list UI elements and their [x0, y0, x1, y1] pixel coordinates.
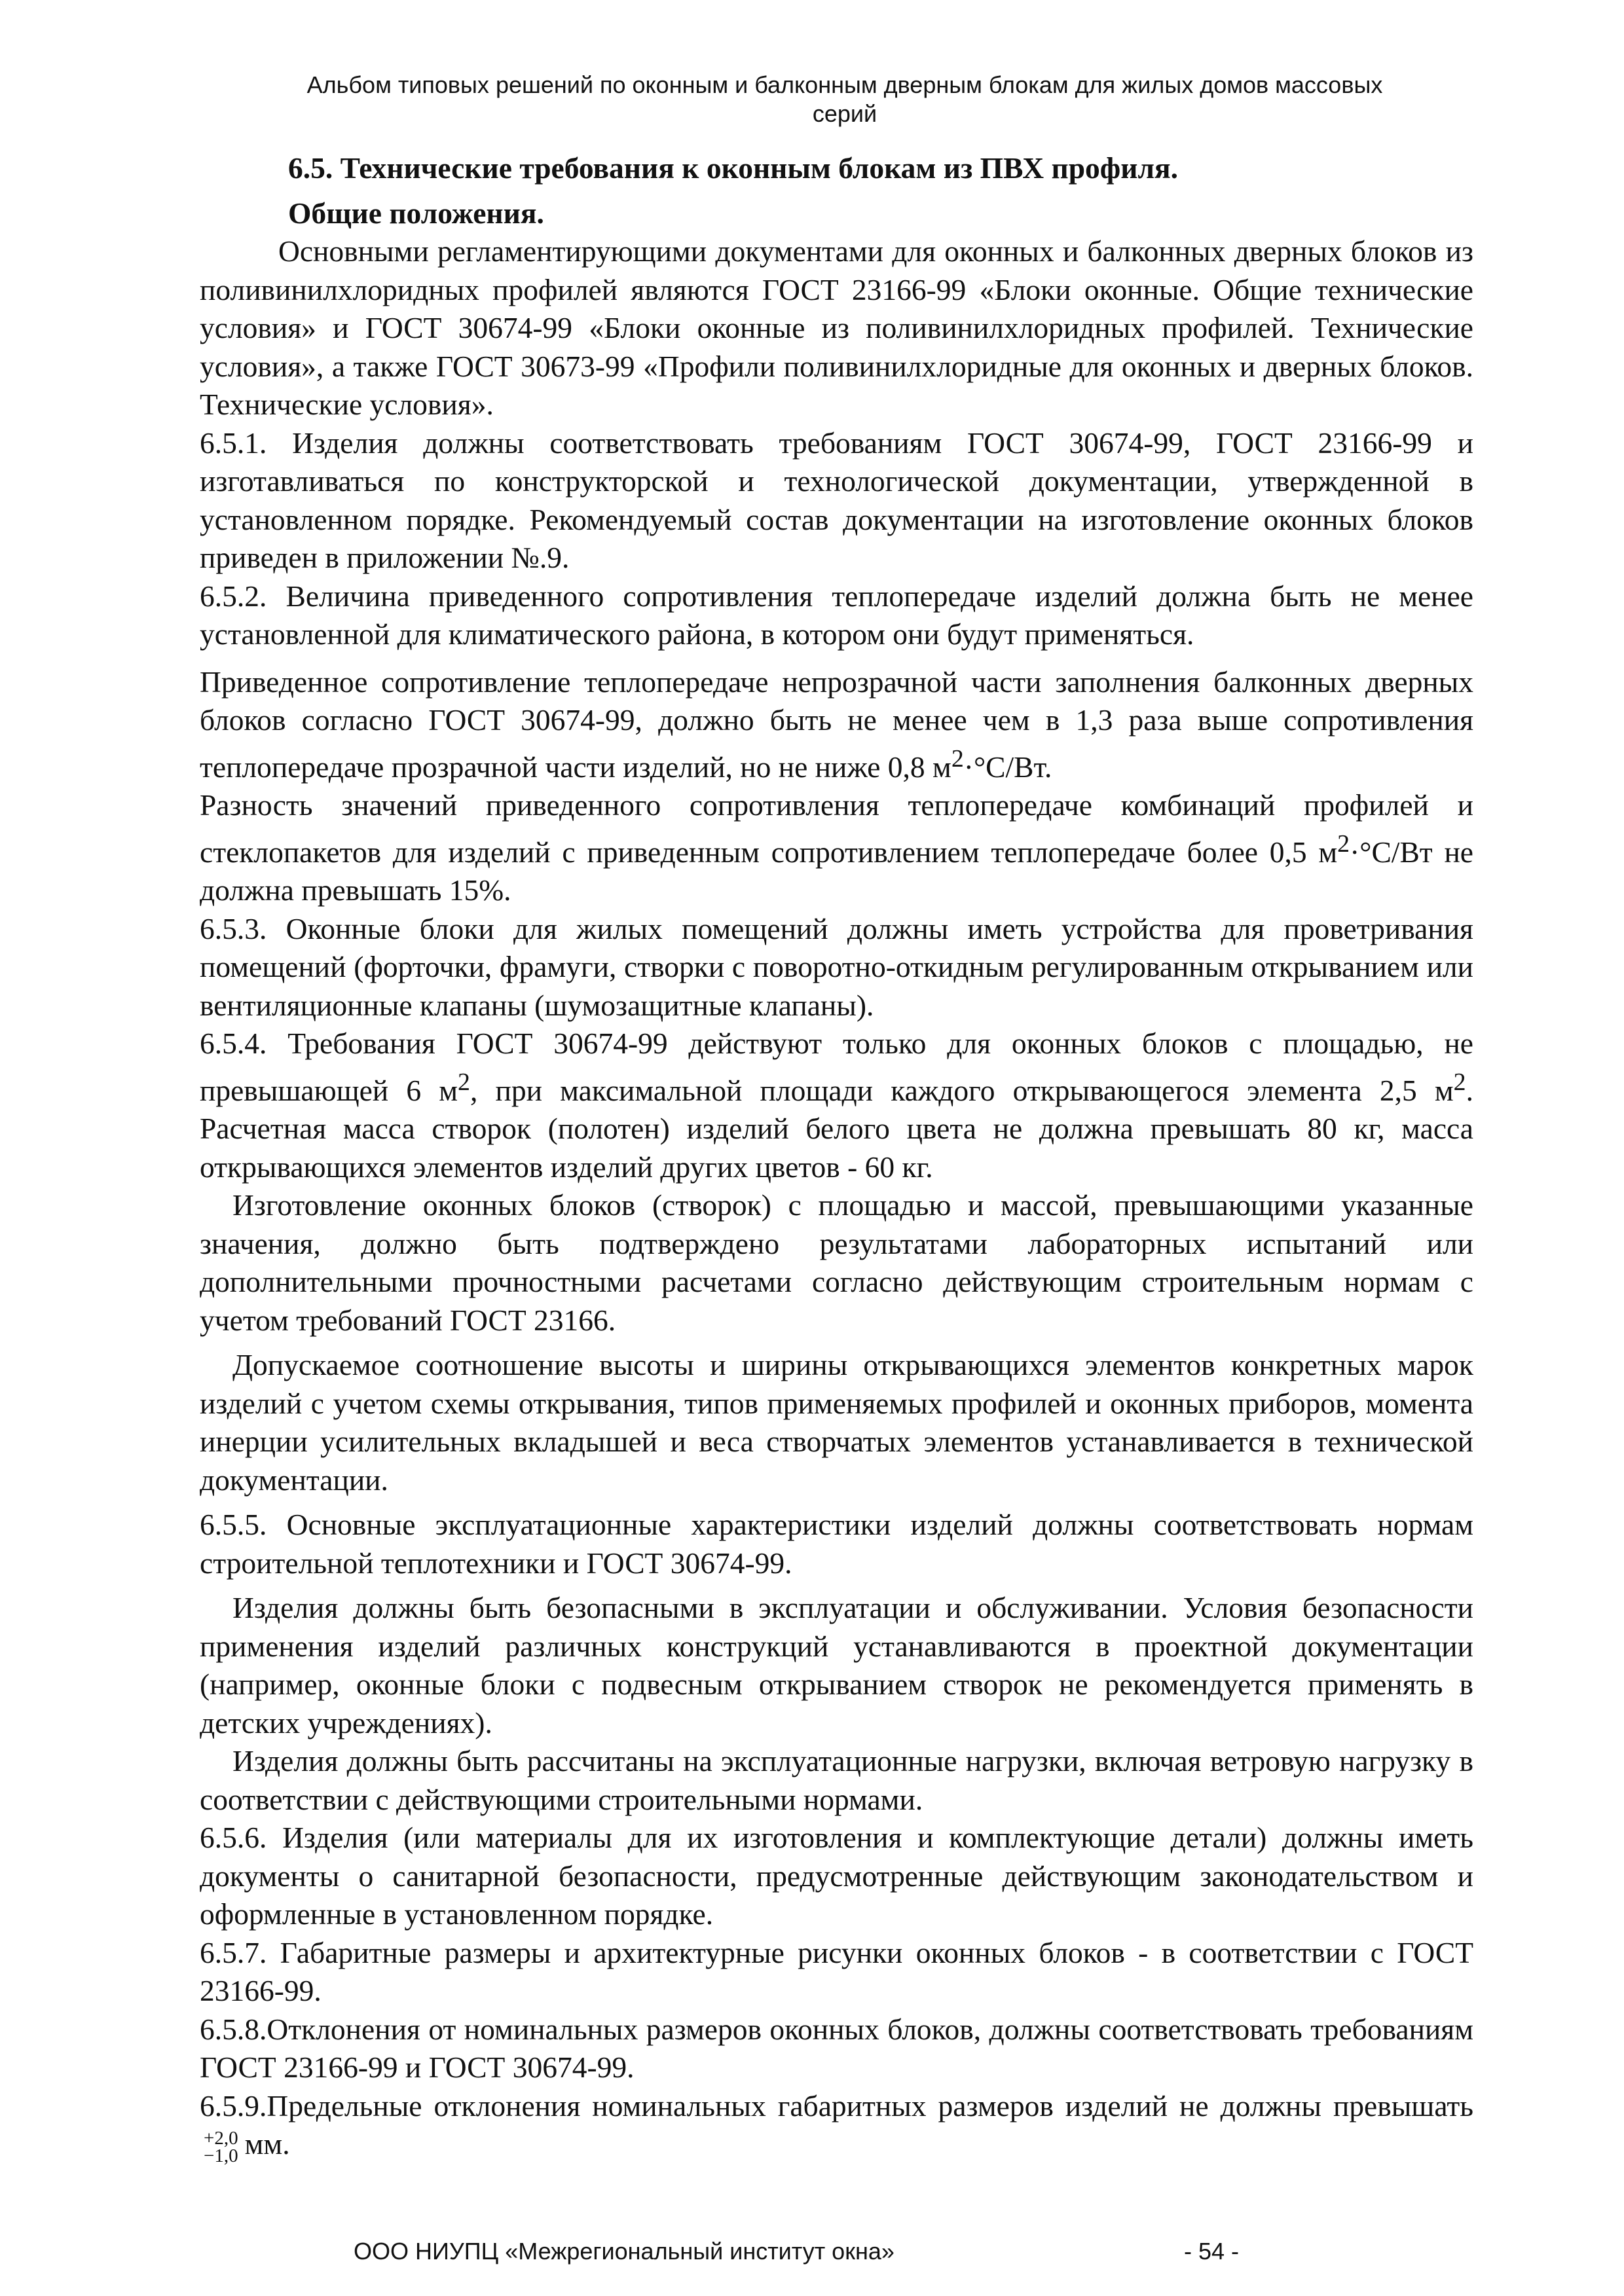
paragraph-6-5-1: 6.5.1. Изделия должны соответствовать требованиям ГОСТ 30674-99, ГОСТ 23166-99 и изготавливаться по конструкторской и технологической документации, утвержденной в установленном порядке. Рекомендуемый состав документации на изготовление оконных блоков приведен в приложении №.9. — [200, 426, 1473, 574]
text-fragment: ·°С/Вт не должна превышать 15%. — [200, 835, 1473, 907]
section-subheading: Общие положения. — [288, 196, 544, 230]
paragraph-6-5-8: 6.5.8.Отклонения от номинальных размеров оконных блоков, должны соответствовать требованиям ГОСТ 23166-99 и ГОСТ 30674-99. — [200, 2012, 1473, 2085]
paragraph-6-5-2: 6.5.2. Величина приведенного сопротивления теплопередаче изделий должна быть не менее установленной для климатического района, в котором они будут применяться. — [200, 579, 1473, 651]
superscript-2: 2 — [458, 1068, 470, 1096]
paragraph-6-5-2-difference — [200, 786, 1473, 910]
tolerance-lower: −1,0 — [204, 2145, 238, 2167]
paragraph-6-5-4-ratio: Допускаемое соотношение высоты и ширины открывающихся элементов конкретных марок изделий с учетом схемы открывания, типов применяемых профилей и оконных приборов, момента инерции усилительных вкладышей и веса створчатых элементов устанавливается в технической документации. — [200, 1348, 1473, 1497]
document-body — [200, 149, 1473, 2165]
text-fragment: Разность значений приведенного сопротивления теплопередаче комбинаций профилей и стеклопакетов для изделий с приведенным сопротивлением теплопередаче более 0,5 м — [200, 788, 1473, 869]
paragraph-6-5-5-safety: Изделия должны быть безопасными в эксплуатации и обслуживании. Условия безопасности применения изделий различных конструкций устанавливаются в проектной документации (например, оконные блоки с подвесным открыванием створок не рекомендуется применять в детских учреждениях). — [200, 1591, 1473, 1740]
superscript-2: 2 — [951, 744, 964, 773]
text-fragment: ·°С/Вт. — [963, 750, 1052, 784]
footer-organization: ООО НИУПЦ «Межрегиональный институт окна» — [354, 2238, 895, 2265]
paragraph-6-5-7: 6.5.7. Габаритные размеры и архитектурные рисунки оконных блоков - в соответствии с ГОСТ 23166-99. — [200, 1935, 1473, 2008]
text-fragment: Приведенное сопротивление теплопередаче непрозрачной части заполнения балконных дверных блоков согласно ГОСТ 30674-99, должно быть не менее чем в 1,3 раза выше сопротивления теплопередаче прозрачной части изделий, но не ниже 0,8 м — [200, 665, 1473, 784]
section-heading: 6.5. Технические требования к оконным блокам из ПВХ профиля. — [288, 151, 1179, 185]
paragraph-6-5-9 — [200, 2087, 1473, 2165]
paragraph-intro: Основными регламентирующими документами для оконных и балконных дверных блоков из поливинилхлоридных профилей являются ГОСТ 23166-99 «Блоки оконные. Общие технические условия» и ГОСТ 30674-99 «Блоки оконные из поливинилхлоридных профилей. Технические условия», а также ГОСТ 30673-99 «Профили поливинилхлоридные для оконных и дверных блоков. Технические условия». — [200, 234, 1473, 421]
tolerance-upper: +2,0 — [204, 2128, 238, 2149]
paragraph-6-5-6: 6.5.6. Изделия (или материалы для их изготовления и комплектующие детали) должны иметь документы о санитарной безопасности, предусмотренные действующим законодательством и оформленные в установленном порядке. — [200, 1821, 1473, 1931]
running-header — [210, 71, 1480, 128]
superscript-2: 2 — [1337, 829, 1350, 858]
superscript-2: 2 — [1453, 1068, 1466, 1096]
text-fragment: 6.5.9.Предельные отклонения номинальных габаритных размеров изделий не должны превышать — [200, 2088, 1473, 2123]
header-line-2: серий — [812, 100, 877, 127]
text-fragment: . Расчетная масса створок (полотен) изделий белого цвета не должна превышать 80 кг, масса открывающихся элементов изделий других цветов - 60 кг. — [200, 1073, 1473, 1184]
paragraph-6-5-2-resistance — [200, 663, 1473, 787]
footer-page-number: - 54 - — [1184, 2238, 1240, 2265]
tolerance-value — [204, 2130, 238, 2165]
text-fragment: мм. — [244, 2127, 290, 2161]
paragraph-6-5-5-loads: Изделия должны быть рассчитаны на эксплуатационные нагрузки, включая ветровую нагрузку в соответствии с действующими строительными нормами. — [200, 1744, 1473, 1816]
paragraph-6-5-3: 6.5.3. Оконные блоки для жилых помещений должны иметь устройства для проветривания помещений (форточки, фрамуги, створки с поворотно-откидным регулированным открыванием или вентиляционные клапаны (шумозащитные клапаны). — [200, 911, 1473, 1022]
text-fragment: , при максимальной площади каждого открывающегося элемента 2,5 м — [470, 1073, 1454, 1107]
paragraph-6-5-5: 6.5.5. Основные эксплуатационные характеристики изделий должны соответствовать нормам строительной теплотехники и ГОСТ 30674-99. — [200, 1508, 1473, 1580]
paragraph-6-5-4-manufacturing: Изготовление оконных блоков (створок) с площадью и массой, превышающими указанные значения, должно быть подтверждено результатами лабораторных испытаний или дополнительными прочностными расчетами согласно действующим строительным нормам с учетом требований ГОСТ 23166. — [200, 1188, 1473, 1337]
text-fragment: 6.5.4. Требования ГОСТ 30674-99 действуют только для оконных блоков с площадью, не превышающей 6 м — [200, 1027, 1473, 1107]
paragraph-6-5-4 — [200, 1025, 1473, 1186]
header-line-1: Альбом типовых решений по оконным и балконным дверным блокам для жилых домов массовых — [306, 71, 1383, 98]
